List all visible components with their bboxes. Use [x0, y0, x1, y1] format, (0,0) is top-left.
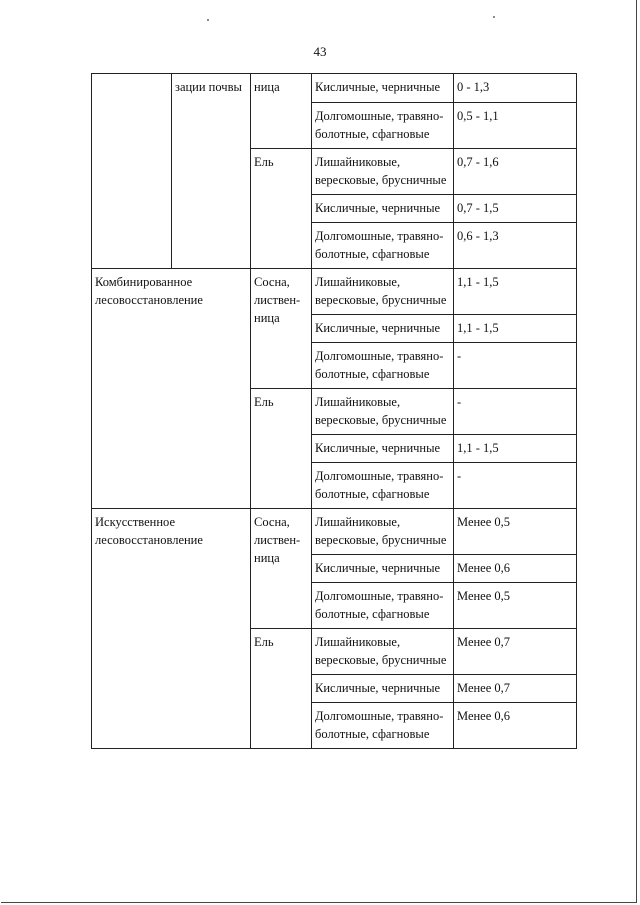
- cell-forest-type: Долгомошные, травяно-болотные, сфагновые: [312, 343, 454, 389]
- cell-value: Менее 0,7: [454, 629, 577, 675]
- cell-value: -: [454, 463, 577, 509]
- cell-species: Сосна, листвен-ница: [251, 269, 312, 389]
- cell-forest-type: Долгомошные, травяно-болотные, сфагновые: [312, 463, 454, 509]
- cell-forest-type: Лишайниковые, вересковые, брусничные: [312, 149, 454, 195]
- cell-value: Менее 0,7: [454, 675, 577, 703]
- cell-forest-type: Лишайниковые, вересковые, брусничные: [312, 629, 454, 675]
- cell-forest-type: Кисличные, черничные: [312, 675, 454, 703]
- cell-value: 0,7 - 1,5: [454, 195, 577, 223]
- cell-forest-type: Кисличные, черничные: [312, 555, 454, 583]
- cell-value: Менее 0,6: [454, 703, 577, 749]
- cell-value: 1,1 - 1,5: [454, 269, 577, 315]
- cell-value: Менее 0,5: [454, 509, 577, 555]
- cell-species: Ель: [251, 389, 312, 509]
- cell-value: 1,1 - 1,5: [454, 435, 577, 463]
- page-number: 43: [313, 44, 327, 59]
- cell-forest-type: Долгомошные, травяно-болотные, сфагновые: [312, 583, 454, 629]
- table-row: [92, 509, 577, 555]
- cell-forest-type: Лишайниковые, вересковые, брусничные: [312, 389, 454, 435]
- scan-speck: [493, 16, 495, 18]
- cell-value: -: [454, 343, 577, 389]
- cell-method: Искусственное лесовосстановление: [92, 509, 251, 749]
- cell-subgroup-continued: зации почвы: [172, 74, 251, 269]
- table-row: [92, 269, 577, 315]
- cell-forest-type: Долгомошные, травяно-болотные, сфагновые: [312, 223, 454, 269]
- cell-forest-type: Кисличные, черничные: [312, 435, 454, 463]
- cell-value: 0,6 - 1,3: [454, 223, 577, 269]
- cell-value: 0,7 - 1,6: [454, 149, 577, 195]
- cell-forest-type: Лишайниковые, вересковые, брусничные: [312, 509, 454, 555]
- cell-value: Менее 0,5: [454, 583, 577, 629]
- table-row: [92, 74, 577, 103]
- cell-forest-type: Кисличные, черничные: [312, 195, 454, 223]
- scan-speck: [207, 19, 209, 21]
- forest-restoration-table: [91, 73, 577, 749]
- cell-value: 0,5 - 1,1: [454, 103, 577, 149]
- cell-forest-type: Долгомошные, травяно-болотные, сфагновые: [312, 703, 454, 749]
- cell-species: ница: [251, 74, 312, 149]
- cell-value: 1,1 - 1,5: [454, 315, 577, 343]
- cell-value: 0 - 1,3: [454, 74, 577, 103]
- cell-species: Ель: [251, 149, 312, 269]
- cell-forest-type: Долгомошные, травяно-болотные, сфагновые: [312, 103, 454, 149]
- cell-value: -: [454, 389, 577, 435]
- cell-forest-type: Кисличные, черничные: [312, 74, 454, 103]
- cell-method: Комбинированное лесовосстановление: [92, 269, 251, 509]
- cell-value: Менее 0,6: [454, 555, 577, 583]
- cell-species: Ель: [251, 629, 312, 749]
- cell-forest-type: Кисличные, черничные: [312, 315, 454, 343]
- cell-species: Сосна, листвен-ница: [251, 509, 312, 629]
- cell-forest-type: Лишайниковые, вересковые, брусничные: [312, 269, 454, 315]
- cell-method-continued: [92, 74, 172, 269]
